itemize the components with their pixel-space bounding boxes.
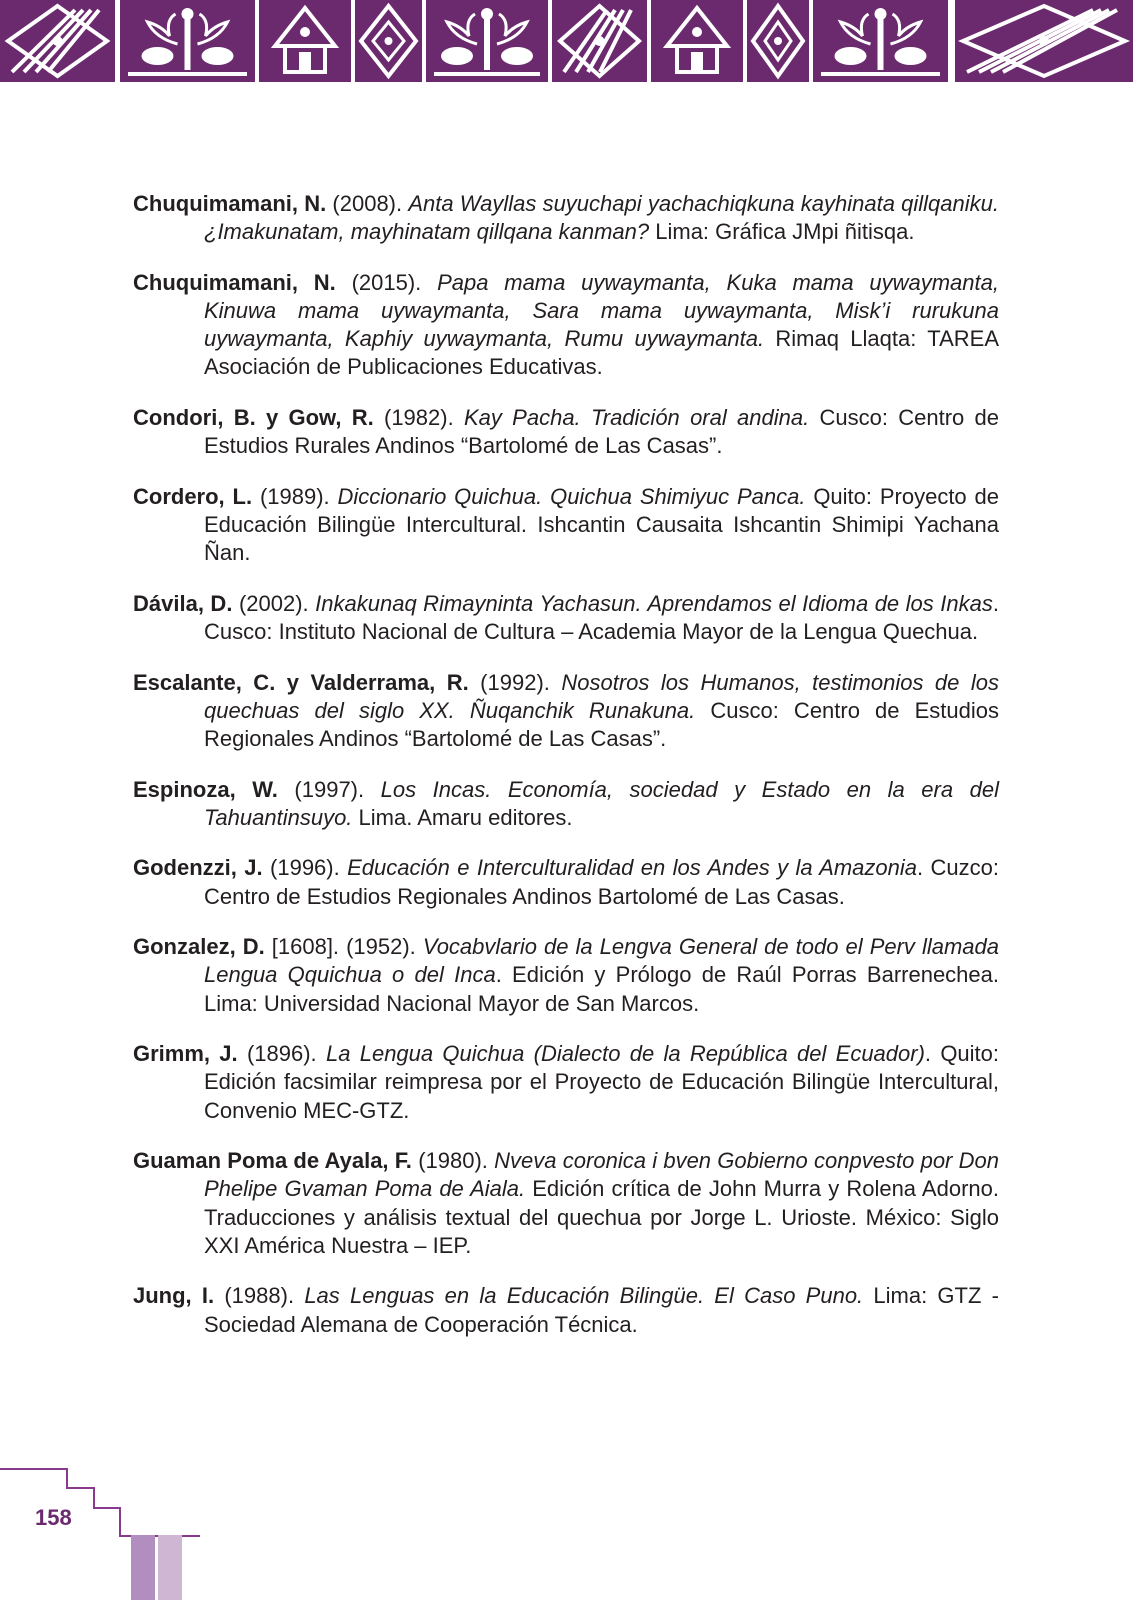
reference-title: Educación e Interculturalidad en los Andes y la Amazonia [347, 855, 918, 881]
reference-entry [133, 404, 999, 460]
reference-entry [133, 483, 999, 568]
reference-list [133, 190, 1018, 1361]
birds-motif-icon [426, 0, 548, 82]
reference-author: Grimm, J. [133, 1041, 238, 1067]
reference-author: Cordero, L. [133, 483, 253, 509]
reference-year: (1896). [246, 1041, 317, 1067]
reference-entry [133, 190, 999, 246]
reference-publisher: . Cusco: Instituto Nacional de Cultura – Academia Mayor de la Lengua Quechua. [204, 590, 999, 644]
reference-publisher: Rimaq Llaqta: TAREA Asociación de Publicaciones Educativas. [204, 326, 1018, 380]
reference-year: (1992). [480, 669, 550, 695]
reference-author: Jung, I. [133, 1283, 215, 1309]
temple-motif-icon [259, 0, 351, 82]
reference-title: Las Lenguas en la Educación Bilingüe. El Caso Puno. [304, 1283, 864, 1309]
reference-year: (1996). [270, 855, 340, 881]
reference-title: Nveva coronica i bven Gobierno conpvesto por Don Phelipe Gvaman Poma de Aiala. [204, 1148, 999, 1202]
reference-author: Guaman Poma de Ayala, F. [133, 1148, 412, 1174]
reference-publisher: . Quito: Edición facsimilar reimpresa por el Proyecto de Educación Bilingüe Intercultural, Convenio MEC-GTZ. [204, 1041, 1000, 1123]
reference-publisher: . Cuzco: Centro de Estudios Regionales Andinos Bartolomé de Las Casas. [204, 855, 999, 909]
reference-entry [133, 854, 999, 910]
reference-author: Chuquimamani, N. [133, 269, 336, 295]
reference-title: La Lengua Quichua (Dialecto de la República del Ecuador) [325, 1041, 925, 1067]
diamond-motif-icon [747, 0, 809, 82]
footer-color-bar [158, 1535, 182, 1600]
reference-year: (1989). [259, 483, 330, 509]
footer-color-bar [131, 1535, 155, 1600]
reference-author: Godenzzi, J. [133, 855, 263, 881]
diamond-motif-icon [355, 0, 422, 82]
reference-author: Escalante, C. y Valderrama, R. [133, 669, 469, 695]
reference-title: Inkakunaq Rimayninta Yachasun. Aprendamos el Idioma de los Inkas [315, 590, 993, 616]
reference-entry [133, 1040, 999, 1125]
reference-publisher: Lima: Gráfica JMpi ñitisqa. [655, 219, 915, 245]
reference-title: Anta Wayllas suyuchapi yachachiqkuna kayhinata qillqaniku. ¿Imakunatam, mayhinatam qillqana kanman? [204, 191, 999, 245]
reference-author: Chuquimamani, N. [133, 191, 327, 216]
reference-publisher: Cusco: Centro de Estudios Rurales Andinos “Bartolomé de Las Casas”. [204, 405, 1000, 459]
reference-publisher: Cusco: Centro de Estudios Regionales Andinos “Bartolomé de Las Casas”. [204, 697, 999, 751]
reference-title: Papa mama uywaymanta, Kuka mama uywaymanta, Kinuwa mama uywaymanta, Sara mama uywaymanta, Misk’i rurukuna uywaymanta, Kaphiy uywaymanta, Rumu uywaymanta. [204, 269, 999, 352]
diagonal-motif-icon [0, 0, 115, 82]
header-decorative-band [0, 0, 1133, 82]
reference-year: [1608]. (1952). [271, 934, 416, 960]
birds-motif-icon [120, 0, 255, 82]
reference-entry [133, 669, 999, 754]
reference-year: (2008). [332, 191, 403, 216]
reference-publisher: Quito: Proyecto de Educación Bilingüe Intercultural. Ishcantin Causaita Ishcantin Shimipi Yachana Ñan. [204, 483, 999, 566]
diagonal-motif-icon [552, 0, 647, 82]
temple-motif-icon [651, 0, 743, 82]
reference-author: Dávila, D. [133, 590, 233, 616]
reference-year: (1988). [224, 1283, 295, 1309]
reference-author: Condori, B. y Gow, R. [133, 405, 374, 430]
reference-author: Gonzalez, D. [133, 934, 265, 960]
reference-title: Diccionario Quichua. Quichua Shimiyuc Panca. [337, 483, 806, 509]
reference-year: (1997). [294, 776, 365, 802]
reference-entry [133, 590, 999, 646]
diagonal-motif-icon [955, 0, 1133, 82]
page-number: 158 [35, 1505, 72, 1530]
reference-entry [133, 1282, 999, 1338]
reference-title: Nosotros los Humanos, testimonios de los quechuas del siglo XX. Ñuqanchik Runakuna. [204, 669, 999, 723]
reference-publisher: Lima: GTZ - Sociedad Alemana de Cooperación Técnica. [204, 1283, 999, 1337]
reference-publisher: . Edición y Prólogo de Raúl Porras Barrenechea. Lima: Universidad Nacional Mayor de San Marcos. [204, 962, 999, 1016]
reference-title: Kay Pacha. Tradición oral andina. [464, 405, 810, 430]
reference-entry [133, 933, 999, 1018]
reference-title: Vocabvlario de la Lengva General de todo el Perv llamada Lengua Qquichua o del Inca [204, 934, 1000, 988]
reference-year: (1980). [418, 1148, 488, 1174]
reference-year: (1982). [384, 405, 454, 430]
reference-publisher: Lima. Amaru editores. [358, 804, 573, 830]
reference-entry [133, 1147, 999, 1260]
reference-year: (2002). [238, 590, 309, 616]
reference-year: (2015). [351, 269, 422, 295]
reference-entry [133, 776, 999, 832]
reference-title: Los Incas. Economía, sociedad y Estado en la era del Tahuantinsuyo. [204, 776, 999, 830]
birds-motif-icon [813, 0, 948, 82]
reference-entry [133, 269, 1018, 382]
reference-author: Espinoza, W. [133, 776, 278, 802]
reference-publisher: Edición crítica de John Murra y Rolena Adorno. Traducciones y análisis textual del quechua por Jorge L. Urioste. México: Siglo XXI América Nuestra – IEP. [204, 1176, 999, 1258]
